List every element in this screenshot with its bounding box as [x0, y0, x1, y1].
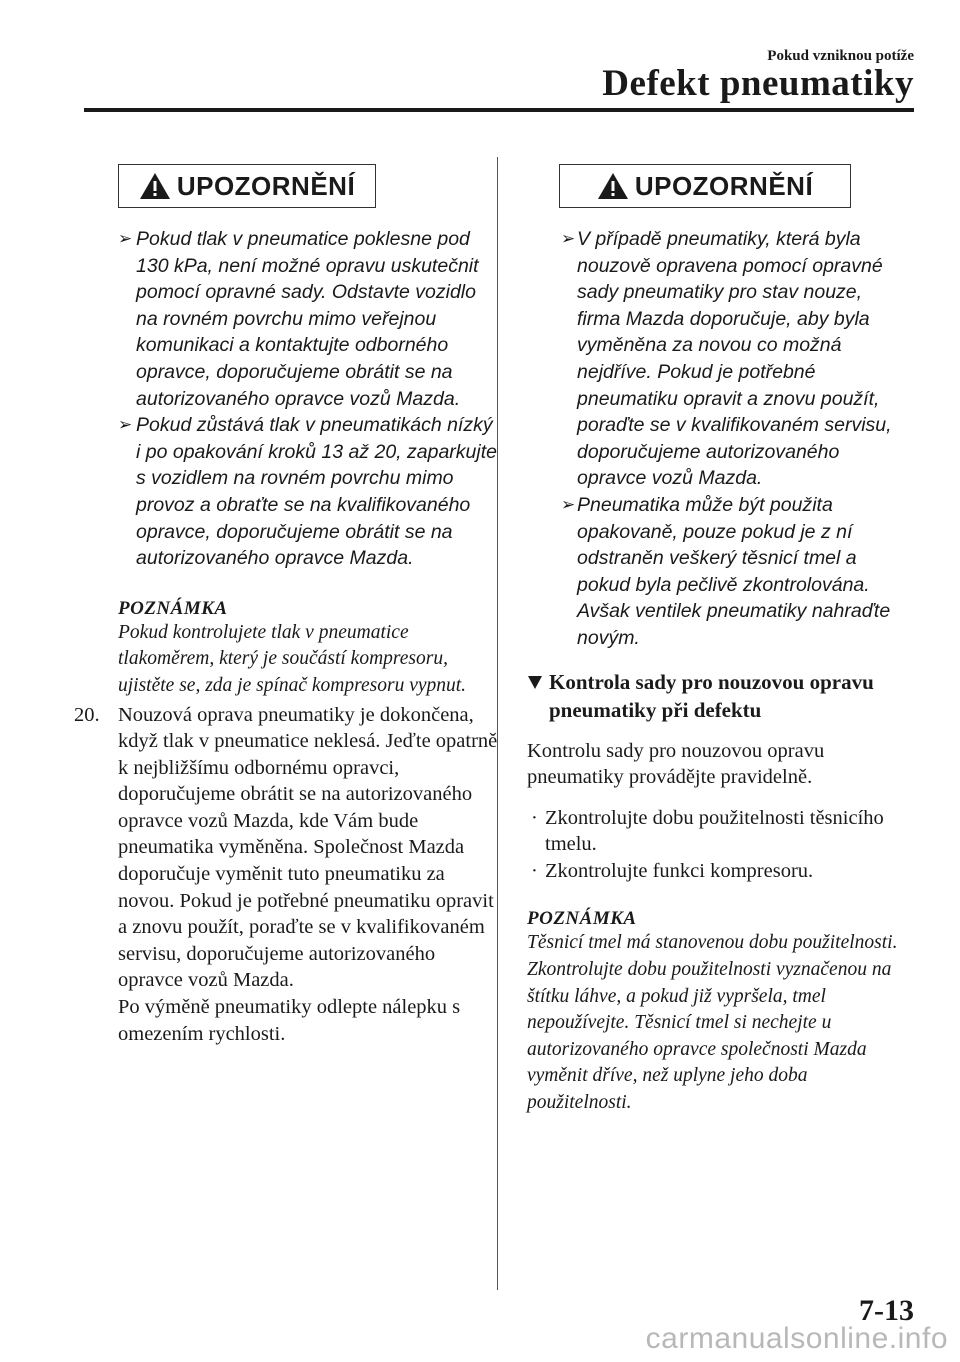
header-rule	[84, 108, 914, 112]
warning-text: Pokud tlak v pneumatice poklesne pod 130 kPa, není možné opravu uskutečnit pomocí opravné sady. Odstavte vozidlo na rovném povrchu mimo veřejnou komunikaci a kontaktujte odborného opravce, doporučujeme obrátit se na autorizovaného opravce vozů Mazda.	[136, 228, 479, 410]
left-column	[74, 164, 498, 1047]
section-heading	[527, 668, 907, 724]
right-column	[527, 164, 907, 1117]
list-item	[527, 858, 907, 885]
step-text-secondary: Po výměně pneumatiky odlepte nálepku s omezením rychlosti.	[118, 996, 461, 1045]
intro-text: Kontrolu sady pro nouzovou opravu pneumatiky provádějte pravidelně.	[527, 739, 825, 789]
bullet-dot-icon: ·	[531, 806, 538, 829]
warning-list	[118, 226, 498, 572]
warning-title: UPOZORNĚNÍ	[634, 170, 814, 201]
warning-list	[527, 226, 907, 652]
arrow-right-icon: ➢	[561, 494, 576, 514]
note-text: Pokud kontrolujete tlak v pneumatice tlakoměrem, který je součástí kompresoru, ujistěte se, zda je spínač kompresoru vypnut.	[118, 621, 467, 696]
arrow-right-icon: ➢	[561, 229, 576, 248]
warning-box	[118, 164, 376, 208]
section-title: Kontrola sady pro nouzovou opravu pneumatiky při defektu	[549, 669, 874, 722]
warning-triangle-icon	[139, 172, 171, 200]
note-title: POZNÁMKA	[527, 908, 637, 930]
list-item	[527, 805, 907, 858]
note-text: Těsnicí tmel má stanovenou dobu použitelnosti. Zkontrolujte dobu použitelnosti vyznačenou na štítku láhve, a pokud již vypršela, tmel nepoužívejte. Těsnicí tmel si nechejte u autorizovaného opravce společnosti Mazda vyměnit dříve, než uplyne jeho doba použitelnosti.	[527, 932, 898, 1114]
triangle-down-icon	[527, 674, 549, 724]
arrow-right-icon: ➢	[118, 229, 133, 248]
arrow-right-icon: ➢	[118, 415, 133, 435]
note-title: POZNÁMKA	[118, 597, 228, 619]
header-section-label: Pokud vzniknou potíže	[767, 48, 914, 64]
list-item	[527, 492, 907, 652]
list-item	[118, 412, 498, 572]
warning-text: Pneumatika může být použita opakovaně, pouze pokud je z ní odstraněn veškerý těsnicí tmel a pokud byla pečlivě zkontrolována. Avšak ventilek pneumatiky nahraďte novým.	[577, 493, 891, 649]
check-text: Zkontrolujte dobu použitelnosti těsnicího tmelu.	[545, 806, 884, 856]
list-item	[118, 226, 498, 412]
step-text: Nouzová oprava pneumatiky je dokončena, když tlak v pneumatice neklesá. Jeďte opatrně k nejbližšímu odbornému opravci, doporučujeme obrátit se na autorizovaného opravce vozů Mazda, kde Vám bude pneumatika vyměněna. Společnost Mazda doporučuje vyměnit tuto pneumatiku za novou. Pokud je potřebné pneumatiku opravit a znovu použít, poraďte se v kvalifikovaném servisu, doporučujeme autorizovaného opravce vozů Mazda.	[118, 703, 498, 992]
check-text: Zkontrolujte funkci kompresoru.	[545, 859, 814, 882]
watermark: carmanualsonline.info	[645, 1322, 948, 1355]
warning-box	[559, 164, 851, 208]
warning-triangle-icon	[597, 172, 629, 200]
check-list	[527, 805, 907, 885]
step-number: 20.	[74, 703, 100, 726]
list-item	[527, 226, 907, 492]
warning-text: Pokud zůstává tlak v pneumatikách nízký i po opakování kroků 13 až 20, zaparkujte s vozidlem na rovném povrchu mimo provoz a obraťte se na kvalifikovaného opravce, doporučujeme obrátit se na autorizovaného opravce Mazda.	[136, 414, 497, 570]
warning-text: V případě pneumatiky, která byla nouzově opravena pomocí opravné sady pneumatiky pro stav nouze, firma Mazda doporučuje, aby byla vyměněna za novou co možná nejdříve. Pokud je potřebné pneumatiku opravit a znovu použít, poraďte se v kvalifikovaném servisu, doporučujeme autorizovaného opravce vozů Mazda.	[577, 228, 892, 490]
page-number: 7-13	[859, 1294, 914, 1327]
page-title: Defekt pneumatiky	[602, 63, 914, 104]
bullet-dot-icon: ·	[531, 859, 538, 882]
warning-title: UPOZORNĚNÍ	[176, 170, 356, 201]
step-item	[74, 702, 498, 1048]
